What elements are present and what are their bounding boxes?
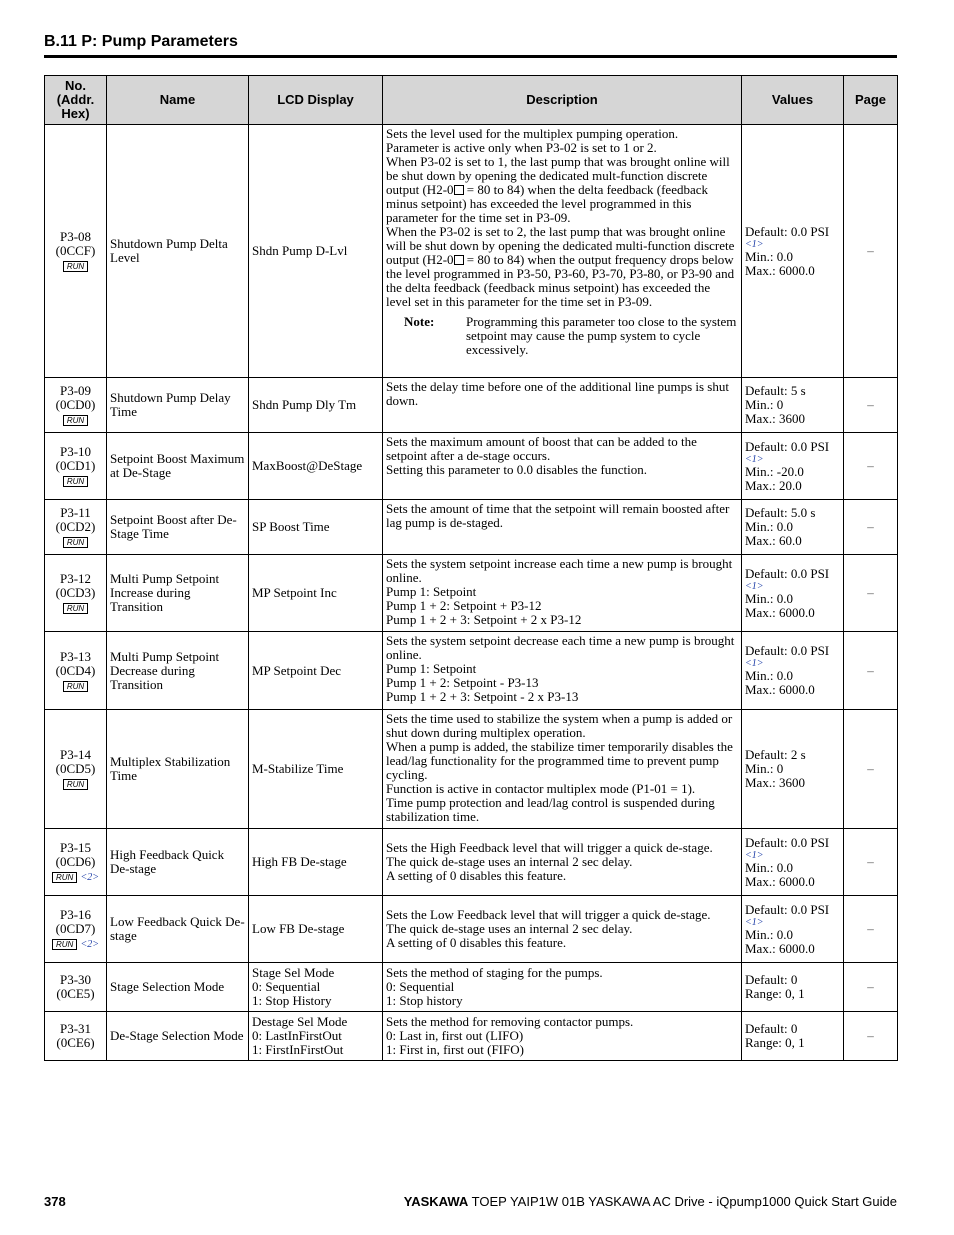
value-line: Range: 0, 1 — [745, 986, 805, 1001]
description — [383, 125, 742, 378]
value-min: Min.: 0.0 — [745, 859, 794, 875]
desc-line: Parameter is active only when P3-02 is set to 1 or 2. — [386, 140, 657, 155]
description — [383, 632, 742, 710]
param-number-cell — [45, 632, 107, 710]
run-badge: RUN — [52, 872, 77, 883]
run-badge: RUN — [63, 779, 88, 790]
lcd-line: 1: Stop History — [252, 993, 332, 1008]
lcd-line: 0: LastInFirstOut — [252, 1028, 342, 1043]
run-badge: RUN — [63, 537, 88, 548]
header-no-line: Hex) — [61, 106, 90, 121]
lcd-display — [249, 125, 383, 378]
values-cell — [742, 125, 844, 378]
param-number-cell — [45, 125, 107, 378]
value-default: Default: 0.0 PSI — [745, 901, 830, 917]
table-row — [45, 500, 898, 555]
page-number: 378 — [44, 1194, 66, 1209]
desc-line: When a pump is added, the stabilize timer temporarily disables the lead/lag functionality for the programmed time to prevent pump cycling. — [386, 739, 733, 782]
value-default: Default: 0.0 PSI — [745, 834, 830, 850]
desc-line: The quick de-stage uses an internal 2 sec delay. — [386, 921, 633, 936]
run-badge: RUN — [63, 603, 88, 614]
reference-note: <1> — [745, 658, 764, 669]
desc-line: Sets the method for removing contactor pumps. — [386, 1014, 634, 1029]
header-no-line: No. — [65, 78, 86, 93]
desc-line: A setting of 0 disables this feature. — [386, 935, 567, 950]
desc-line: 1: First in, first out (FIFO) — [386, 1042, 524, 1057]
lcd-display — [249, 378, 383, 433]
desc-line: Sets the method of staging for the pumps. — [386, 965, 603, 980]
description — [383, 378, 742, 433]
value-max: Max.: 6000.0 — [745, 873, 815, 889]
desc-line: 1: Stop history — [386, 993, 463, 1008]
page-ref: – — [844, 433, 898, 500]
table-row — [45, 555, 898, 632]
placeholder-box-icon — [454, 185, 464, 195]
param-name: Low Feedback Quick De-stage — [107, 896, 249, 963]
note-text: Programming this parameter too close to the system setpoint may cause the pump system to cycle excessively. — [466, 314, 737, 357]
param-address: (0CE6) — [56, 1035, 95, 1050]
param-address: (0CD6) — [55, 854, 96, 869]
lcd-line: Destage Sel Mode — [252, 1014, 348, 1029]
param-number: P3-10 — [59, 444, 92, 459]
param-number-cell — [45, 829, 107, 896]
description — [383, 1012, 742, 1061]
param-number: P3-31 — [59, 1021, 92, 1036]
page-ref: – — [844, 632, 898, 710]
param-number-cell — [45, 710, 107, 829]
reference-note: <1> — [745, 580, 764, 592]
values-cell — [742, 829, 844, 896]
footer-doc-title — [404, 1194, 897, 1209]
values-cell — [742, 500, 844, 555]
param-name: Shutdown Pump Delta Level — [107, 125, 249, 378]
param-name: Setpoint Boost Maximum at De-Stage — [107, 433, 249, 500]
desc-line: The quick de-stage uses an internal 2 sec delay. — [386, 854, 633, 869]
param-number-cell — [45, 1012, 107, 1061]
desc-line: When P3-02 is set to 1, the last pump that was brought online will be shut down by opening the dedicated mult-function discrete output (H2-0 — [386, 154, 730, 197]
param-address: (0CE5) — [56, 986, 95, 1001]
param-name: De-Stage Selection Mode — [107, 1012, 249, 1061]
note — [386, 315, 738, 357]
header-no-line: (Addr. — [56, 92, 95, 107]
value-default: Default: 0.0 PSI — [745, 438, 830, 454]
run-badge: RUN — [63, 415, 88, 426]
lcd-line: 0: Sequential — [252, 979, 321, 994]
description — [383, 896, 742, 963]
value-line: Min.: 0 — [745, 761, 784, 776]
page-ref: – — [844, 829, 898, 896]
values-cell — [742, 632, 844, 710]
desc-line: = 80 to 84) when the output frequency drops below the level programmed in P3-50, P3-60, P3-70, P3-80, or P3-90 and the delta feedback (feedback minus setpoint) has exceeded the level set in this parameter for the time set in P3-09. — [386, 252, 735, 309]
reference-note: <1> — [745, 238, 764, 250]
lcd-display — [249, 896, 383, 963]
reference-note: <1> — [745, 916, 764, 928]
value-min: Min.: 0.0 — [745, 926, 794, 942]
description — [383, 963, 742, 1012]
desc-line: 0: Last in, first out (LIFO) — [386, 1028, 524, 1043]
desc-line: Pump 1 + 2 + 3: Setpoint + 2 x P3-12 — [386, 612, 582, 627]
value-default: Default: 0.0 PSI — [745, 223, 830, 239]
desc-line: Function is active in contactor multiplex mode (P1-01 = 1). — [386, 781, 696, 796]
param-name: Multi Pump Setpoint Increase during Transition — [107, 555, 249, 632]
page-ref: – — [844, 378, 898, 433]
param-address: (0CD7) — [55, 921, 96, 936]
description — [383, 555, 742, 632]
lcd-line: MaxBoost@DeStage — [252, 458, 363, 473]
value-max: Max.: 20.0 — [745, 477, 802, 493]
run-badge: RUN — [63, 476, 88, 487]
table-row — [45, 433, 898, 500]
reference-note: <2> — [80, 939, 100, 950]
value-max: Max.: 6000.0 — [745, 682, 815, 697]
lcd-line: Stage Sel Mode — [252, 965, 335, 980]
param-name: Stage Selection Mode — [107, 963, 249, 1012]
header-values: Values — [742, 76, 844, 125]
value-line: Range: 0, 1 — [745, 1035, 805, 1050]
value-min: Min.: 0.0 — [745, 668, 794, 683]
param-number-cell — [45, 378, 107, 433]
param-number-cell — [45, 500, 107, 555]
table-row — [45, 829, 898, 896]
lcd-line: Low FB De-stage — [252, 921, 345, 936]
desc-line: Sets the level used for the multiplex pumping operation. — [386, 126, 679, 141]
title-rule — [44, 55, 897, 58]
table-row — [45, 378, 898, 433]
table-row — [45, 632, 898, 710]
run-badge: RUN — [63, 681, 88, 692]
reference-note: <2> — [80, 872, 100, 883]
value-min: Min.: 0.0 — [745, 248, 794, 264]
desc-line: Sets the High Feedback level that will trigger a quick de-stage. — [386, 840, 713, 855]
value-line: Max.: 60.0 — [745, 533, 802, 548]
value-min: Min.: 0.0 — [745, 590, 794, 606]
value-max: Max.: 6000.0 — [745, 262, 815, 278]
page-ref: – — [844, 125, 898, 378]
lcd-display — [249, 710, 383, 829]
value-min: Min.: -20.0 — [745, 463, 804, 479]
page-ref: – — [844, 500, 898, 555]
reference-note: <1> — [745, 849, 764, 861]
footer-brand: YASKAWA — [403, 1194, 469, 1209]
value-line: Default: 0 — [745, 972, 798, 987]
param-name: Setpoint Boost after De-Stage Time — [107, 500, 249, 555]
run-badge: RUN — [63, 261, 88, 272]
lcd-line: Shdn Pump Dly Tm — [252, 397, 357, 412]
param-number: P3-08 — [59, 229, 92, 244]
param-number-cell — [45, 896, 107, 963]
desc-line: Pump 1 + 2 + 3: Setpoint - 2 x P3-13 — [386, 689, 579, 704]
desc-line: = 80 to 84) when the delta feedback (feedback minus setpoint) has exceeded the level programmed in this parameter for the time set in P3-09. — [386, 182, 709, 225]
values-cell — [742, 963, 844, 1012]
value-default: Default: 0.0 PSI — [745, 643, 830, 658]
header-description: Description — [383, 76, 742, 125]
value-default: Default: 0.0 PSI — [745, 565, 830, 581]
value-max: Max.: 6000.0 — [745, 604, 815, 620]
param-address: (0CD2) — [55, 519, 96, 534]
desc-line: 0: Sequential — [386, 979, 455, 994]
param-address: (0CD3) — [55, 585, 96, 600]
values-cell — [742, 378, 844, 433]
pump-parameters-table — [44, 75, 898, 1061]
desc-line: Sets the system setpoint decrease each time a new pump is brought online. — [386, 633, 735, 662]
param-number: P3-12 — [59, 571, 92, 586]
value-line: Default: 0 — [745, 1021, 798, 1036]
param-address: (0CD0) — [55, 397, 96, 412]
desc-line: Sets the delay time before one of the additional line pumps is shut down. — [386, 379, 729, 408]
desc-line: Sets the time used to stabilize the system when a pump is added or shut down during multiplex operation. — [386, 711, 733, 740]
desc-line: Time pump protection and lead/lag control is suspended during stabilization time. — [386, 795, 715, 824]
lcd-display — [249, 829, 383, 896]
values-cell — [742, 710, 844, 829]
value-line: Default: 2 s — [745, 747, 806, 762]
desc-line: Setting this parameter to 0.0 disables the function. — [386, 462, 648, 477]
values-cell — [742, 433, 844, 500]
description — [383, 829, 742, 896]
lcd-display — [249, 1012, 383, 1061]
value-line: Min.: 0.0 — [745, 519, 794, 534]
table-row — [45, 1012, 898, 1061]
param-name: High Feedback Quick De-stage — [107, 829, 249, 896]
lcd-display — [249, 433, 383, 500]
header-name: Name — [107, 76, 249, 125]
desc-line: When the P3-02 is set to 2, the last pump that was brought online will be shut down by opening the dedicated multi-function discrete output (H2-0 — [386, 224, 735, 267]
param-number: P3-13 — [59, 648, 92, 664]
param-number: P3-16 — [59, 907, 92, 922]
reference-note: <1> — [745, 453, 764, 465]
table-row — [45, 963, 898, 1012]
param-name: Multiplex Stabilization Time — [107, 710, 249, 829]
param-number: P3-15 — [59, 840, 92, 855]
header-lcd-display: LCD Display — [249, 76, 383, 125]
page-ref: – — [844, 963, 898, 1012]
page-ref: – — [844, 1012, 898, 1061]
desc-line: Pump 1: Setpoint — [386, 584, 477, 599]
footer-doc: TOEP YAIP1W 01B YASKAWA AC Drive - iQpump1000 Quick Start Guide — [471, 1194, 897, 1209]
values-cell — [742, 555, 844, 632]
run-badge: RUN — [52, 939, 77, 950]
table-row — [45, 710, 898, 829]
note-label: Note: — [404, 314, 435, 329]
lcd-line: M-Stabilize Time — [252, 761, 344, 776]
param-address: (0CD5) — [55, 761, 96, 776]
placeholder-box-icon — [454, 255, 464, 265]
section-title: B.11 P: Pump Parameters — [44, 33, 238, 50]
desc-line: Sets the maximum amount of boost that can be added to the setpoint after a de-stage occurs. — [386, 434, 697, 463]
table-header-row — [45, 76, 898, 125]
lcd-line: High FB De-stage — [252, 854, 347, 869]
value-line: Default: 5 s — [745, 383, 806, 398]
desc-line: Pump 1 + 2: Setpoint - P3-13 — [386, 675, 539, 690]
param-address: (0CD1) — [55, 458, 96, 473]
param-number: P3-11 — [60, 505, 91, 520]
value-line: Max.: 3600 — [745, 411, 805, 426]
param-number: P3-09 — [59, 383, 92, 398]
param-name: Multi Pump Setpoint Decrease during Transition — [107, 632, 249, 710]
param-number-cell — [45, 433, 107, 500]
desc-line: Pump 1 + 2: Setpoint + P3-12 — [386, 598, 542, 613]
values-cell — [742, 896, 844, 963]
description — [383, 710, 742, 829]
param-address: (0CCF) — [55, 243, 96, 258]
table-row — [45, 896, 898, 963]
lcd-line: MP Setpoint Dec — [252, 662, 342, 678]
desc-line: Sets the Low Feedback level that will trigger a quick de-stage. — [386, 907, 711, 922]
desc-line: Sets the amount of time that the setpoint will remain boosted after lag pump is de-staged. — [386, 501, 730, 530]
desc-line: Sets the system setpoint increase each time a new pump is brought online. — [386, 556, 733, 585]
value-line: Min.: 0 — [745, 397, 784, 412]
lcd-line: Shdn Pump D-Lvl — [252, 243, 348, 258]
description — [383, 500, 742, 555]
param-number: P3-30 — [59, 972, 92, 987]
value-max: Max.: 6000.0 — [745, 940, 815, 956]
values-cell — [742, 1012, 844, 1061]
header-page: Page — [844, 76, 898, 125]
param-name: Shutdown Pump Delay Time — [107, 378, 249, 433]
param-address: (0CD4) — [55, 662, 96, 678]
page-ref: – — [844, 710, 898, 829]
param-number-cell — [45, 963, 107, 1012]
lcd-display — [249, 963, 383, 1012]
lcd-line: SP Boost Time — [252, 519, 330, 534]
table-row — [45, 125, 898, 378]
desc-line: A setting of 0 disables this feature. — [386, 868, 567, 883]
description — [383, 433, 742, 500]
value-line: Max.: 3600 — [745, 775, 805, 790]
lcd-display — [249, 500, 383, 555]
page-ref: – — [844, 896, 898, 963]
header-no — [45, 76, 107, 125]
lcd-display — [249, 555, 383, 632]
desc-line: Pump 1: Setpoint — [386, 661, 477, 676]
param-number: P3-14 — [59, 747, 92, 762]
param-number-cell — [45, 555, 107, 632]
lcd-line: MP Setpoint Inc — [252, 585, 337, 600]
value-line: Default: 5.0 s — [745, 505, 816, 520]
lcd-display — [249, 632, 383, 710]
lcd-line: 1: FirstInFirstOut — [252, 1042, 344, 1057]
page-ref: – — [844, 555, 898, 632]
